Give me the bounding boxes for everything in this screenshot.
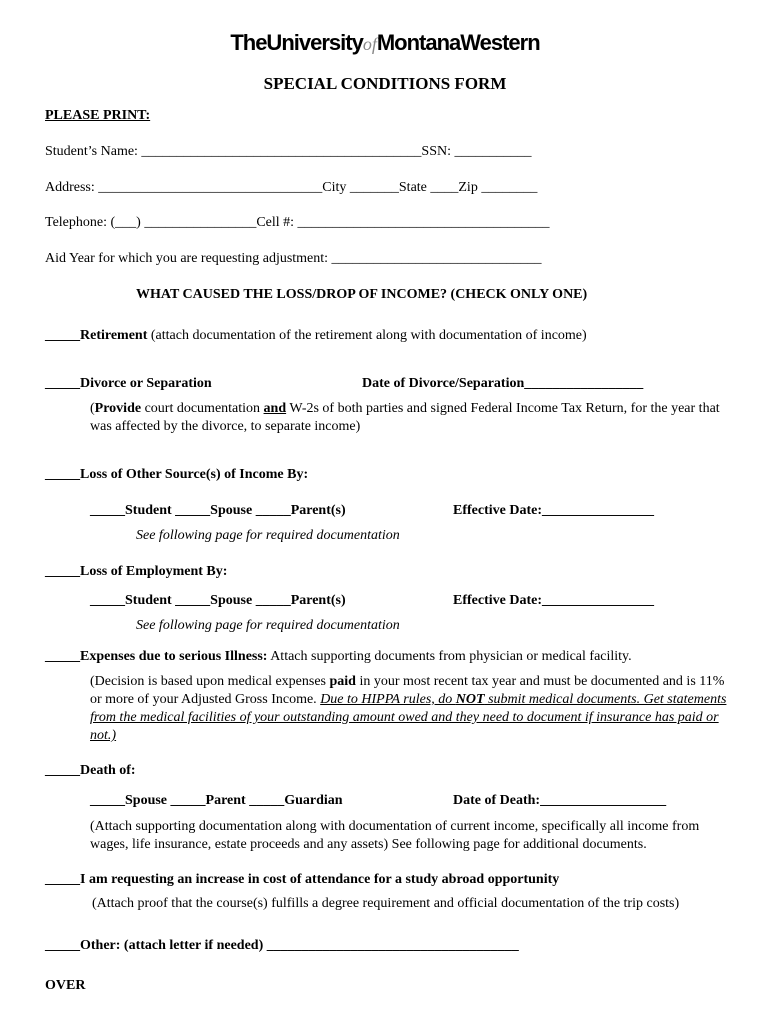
retirement-label: Retirement bbox=[80, 328, 148, 343]
illness-label: _____Expenses due to serious Illness: bbox=[45, 649, 268, 664]
loss-employment-subjects[interactable]: _____Student _____Spouse _____Parent(s) bbox=[90, 593, 346, 608]
loss-other-option[interactable]: _____Loss of Other Source(s) of Income By: bbox=[45, 467, 309, 482]
loss-employment-option[interactable]: _____Loss of Employment By: bbox=[45, 564, 228, 579]
retirement-note: (attach documentation of the retirement along with documentation of income) bbox=[147, 328, 587, 343]
question-heading: WHAT CAUSED THE LOSS/DROP OF INCOME? (CHECK ONLY ONE) bbox=[136, 287, 588, 302]
illness-note-mid: in your most recent tax year and must be documented and is 11% or more of your Adjusted Gross Income. bbox=[90, 674, 725, 707]
death-note: (Attach supporting documentation along with documentation of current income, specifically all income from wages, life insurance, estate proceeds and any assets) See following page for additional documents. bbox=[90, 819, 700, 852]
study-abroad-option[interactable]: _____I am requesting an increase in cost of attendance for a study abroad opportunity bbox=[45, 872, 560, 887]
divorce-note-rest: W-2s of both parties and signed Federal Income Tax Return, for the year that was affected by the divorce, to separate income) bbox=[90, 401, 720, 434]
over-label: OVER bbox=[45, 978, 86, 993]
illness-note-open: (Decision is based upon medical expenses bbox=[90, 674, 330, 689]
illness-note bbox=[90, 673, 730, 745]
student-name-field[interactable]: Student’s Name: ________________________________________SSN: ___________ bbox=[45, 144, 532, 159]
telephone-field[interactable]: Telephone: (___) ________________Cell #: ____________________________________ bbox=[45, 215, 550, 230]
loss-other-see-note: See following page for required documentation bbox=[136, 528, 400, 543]
divorce-note-mid: court documentation bbox=[141, 401, 264, 416]
divorce-option[interactable]: _____Divorce or Separation bbox=[45, 376, 212, 391]
illness-note-paid: paid bbox=[329, 674, 356, 689]
university-logo bbox=[0, 30, 770, 56]
form-title: SPECIAL CONDITIONS FORM bbox=[263, 74, 507, 93]
retirement-blank: _____ bbox=[45, 328, 80, 343]
illness-option[interactable] bbox=[45, 649, 632, 665]
death-option[interactable]: _____Death of: bbox=[45, 763, 136, 778]
death-relations[interactable]: _____Spouse _____Parent _____Guardian bbox=[90, 793, 343, 808]
other-option[interactable]: _____Other: (attach letter if needed) ____________________________________ bbox=[45, 938, 519, 953]
loss-other-subjects[interactable]: _____Student _____Spouse _____Parent(s) bbox=[90, 503, 346, 518]
death-date-field[interactable]: Date of Death:__________________ bbox=[453, 793, 667, 808]
illness-note-hippa: Due to HIPPA rules, do bbox=[320, 692, 456, 707]
loss-employment-effective-date[interactable]: Effective Date:________________ bbox=[453, 593, 655, 608]
logo-text-of: of bbox=[362, 34, 377, 54]
study-abroad-note: (Attach proof that the course(s) fulfills a degree requirement and official documentation of the trip costs) bbox=[92, 896, 680, 911]
illness-note-statements: submit medical documents. Get statements from the medical facilities of your outstanding amount owed and they need to document if insurance has paid or not.) bbox=[90, 692, 727, 743]
loss-other-effective-date[interactable]: Effective Date:________________ bbox=[453, 503, 655, 518]
please-print-heading: PLEASE PRINT: bbox=[45, 108, 151, 123]
retirement-option[interactable] bbox=[45, 328, 587, 344]
aid-year-field[interactable]: Aid Year for which you are requesting adjustment: ______________________________ bbox=[45, 251, 542, 266]
divorce-note-open: ( bbox=[90, 401, 95, 416]
loss-employment-see-note: See following page for required documentation bbox=[136, 618, 400, 633]
divorce-note bbox=[90, 400, 730, 436]
address-field[interactable]: Address: ________________________________City _______State ____Zip ________ bbox=[45, 180, 538, 195]
illness-text: Attach supporting documents from physician or medical facility. bbox=[267, 649, 632, 664]
divorce-note-and: and bbox=[263, 401, 287, 416]
logo-text-2: MontanaWestern bbox=[376, 30, 540, 55]
divorce-date-field[interactable]: Date of Divorce/Separation_________________ bbox=[362, 376, 644, 391]
illness-note-not: NOT bbox=[455, 692, 485, 707]
divorce-note-provide: Provide bbox=[94, 401, 142, 416]
logo-text-1: TheUniversity bbox=[230, 30, 363, 55]
